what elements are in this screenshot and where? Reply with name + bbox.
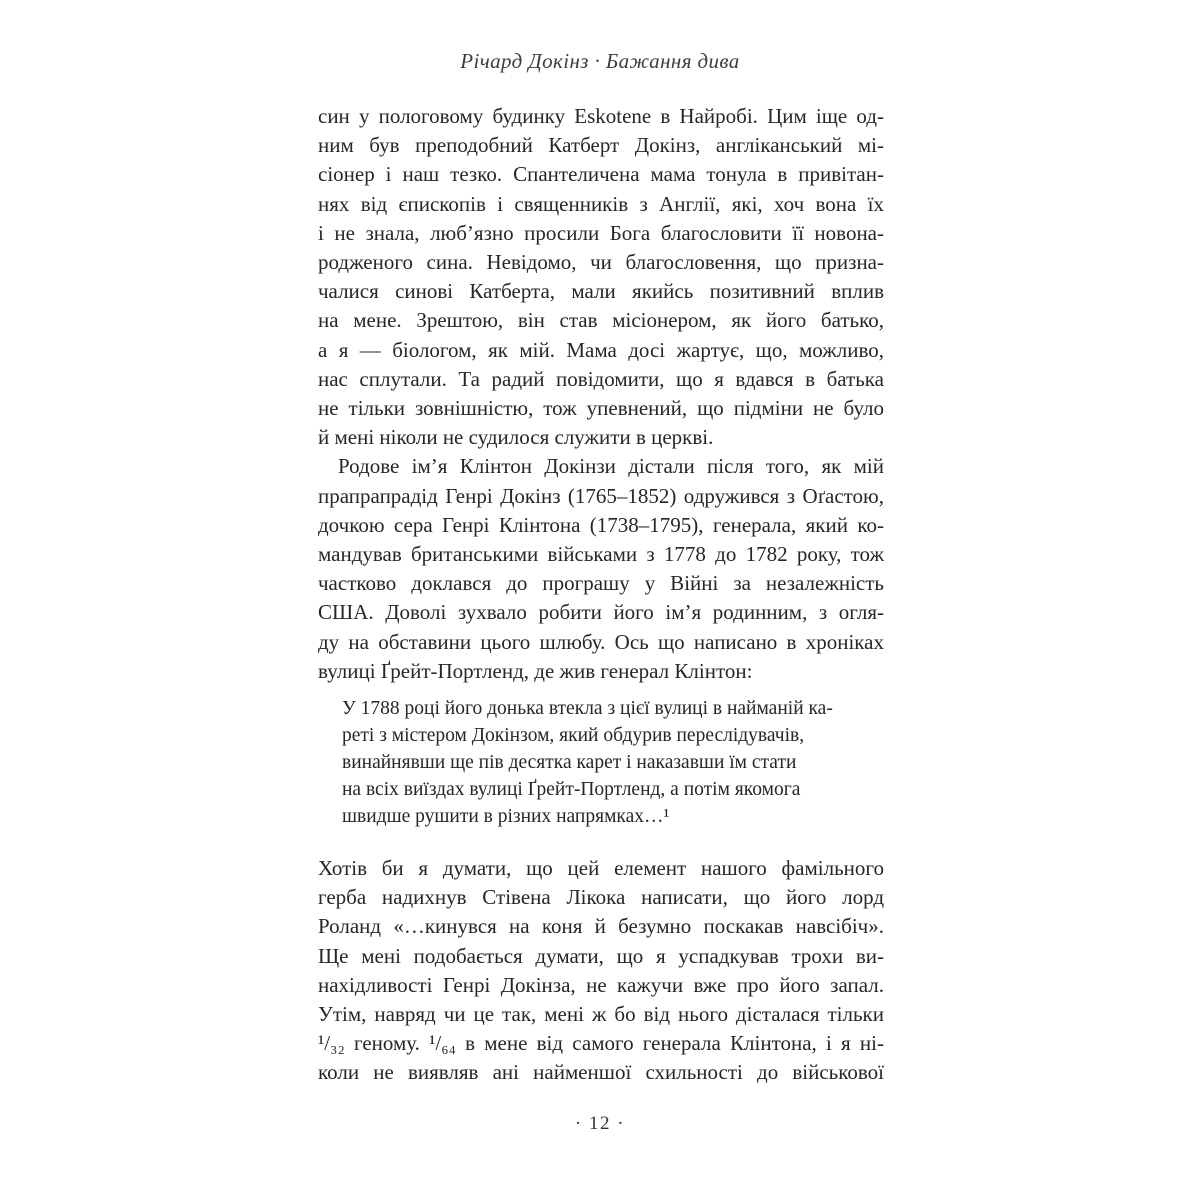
text-line: прапрапрадід Генрі Докінз (1765–1852) одружився з Оґастою, <box>318 483 884 508</box>
text-line: Родове ім’я Клінтон Докінзи дістали після того, як мій <box>338 454 884 479</box>
text-line: США. Доволі зухвало робити його ім’я родинним, з огля- <box>318 600 884 625</box>
text-line: герба надихнув Стівена Лікока написати, що його лорд <box>318 885 884 910</box>
text-line: нас сплутали. Та радий повідомити, що я вдався в батька <box>318 366 884 391</box>
text-line: реті з містером Докінзом, який обдурив переслідувачів, <box>342 725 805 747</box>
text-line: нахідливості Генрі Докінза, не кажучи вже про його запал. <box>318 972 884 997</box>
text-line: частково доклався до програшу у Війні за незалежність <box>318 571 884 596</box>
text-line: дочкою сера Генрі Клінтона (1738–1795), генерала, який ко- <box>318 512 884 537</box>
text-line: вулиці Ґрейт-Портленд, де жив генерал Клінтон: <box>318 658 753 683</box>
text-line: й мені ніколи не судилося служити в церкві. <box>318 425 714 450</box>
paragraph <box>318 452 884 686</box>
text-line: родженого сина. Невідомо, чи благословення, що призна- <box>318 250 884 275</box>
text-line: винайнявши ще пів десятка карет і наказавши їм стати <box>342 752 797 774</box>
text-line: швидше рушити в різних напрямках…¹ <box>342 806 670 828</box>
text-line: чалися синові Катберта, мали якийсь позитивний вплив <box>318 279 884 304</box>
text-line: а я — біологом, як мій. Мама досі жартує, що, можливо, <box>318 337 884 362</box>
text-line: син у пологовому будинку Eskotene в Найробі. Цим іще од- <box>318 104 884 128</box>
text-line: не тільки зовнішністю, тож упевнений, що підміни не було <box>318 396 884 421</box>
text-line: Ще мені подобається думати, що я успадкував трохи ви- <box>318 943 884 968</box>
quote-block <box>342 695 864 830</box>
text-line: мандував британськими військами з 1778 до 1782 року, тож <box>318 542 884 567</box>
page-number: · 12 · <box>574 1113 626 1134</box>
text-line: ним був преподобний Катберт Докінз, англіканський мі- <box>318 133 884 158</box>
text-line: Роланд «…кинувся на коня й безумно поскакав навсібіч». <box>318 914 884 939</box>
text-line: на всіх виїздах вулиці Ґрейт-Портленд, а потім якомога <box>342 779 801 801</box>
text-line: У 1788 році його донька втекла з цієї вулиці в найманій ка- <box>342 698 833 720</box>
text-line: сіонер і наш тезко. Спантеличена мама тонула в привітан- <box>318 162 884 187</box>
text-line: коли не виявляв ані найменшої схильності до військової <box>318 1060 884 1085</box>
text-line: на мене. Зрештою, він став місіонером, як його батько, <box>318 308 884 333</box>
running-header: Річард Докінз · Бажання дива <box>460 49 740 73</box>
text-line: Утім, навряд чи це так, мені ж бо від нього дісталася тільки <box>318 1002 884 1027</box>
text-line: Хотів би я думати, що цей елемент нашого фамільного <box>318 856 884 881</box>
text-line: ду на обставини цього шлюбу. Ось що написано в хроніках <box>318 629 884 654</box>
paragraph <box>318 854 884 1088</box>
text-line: і не знала, люб’язно просили Бога благословити її новона- <box>318 220 884 245</box>
text-line: нях від єпископів і священників з Англії, які, хоч вона їх <box>318 191 884 216</box>
paragraph <box>318 102 884 452</box>
text-block <box>318 102 884 1088</box>
text-line: ¹/₃₂ геному. ¹/₆₄ в мене від самого генерала Клінтона, і я ні- <box>318 1031 884 1056</box>
